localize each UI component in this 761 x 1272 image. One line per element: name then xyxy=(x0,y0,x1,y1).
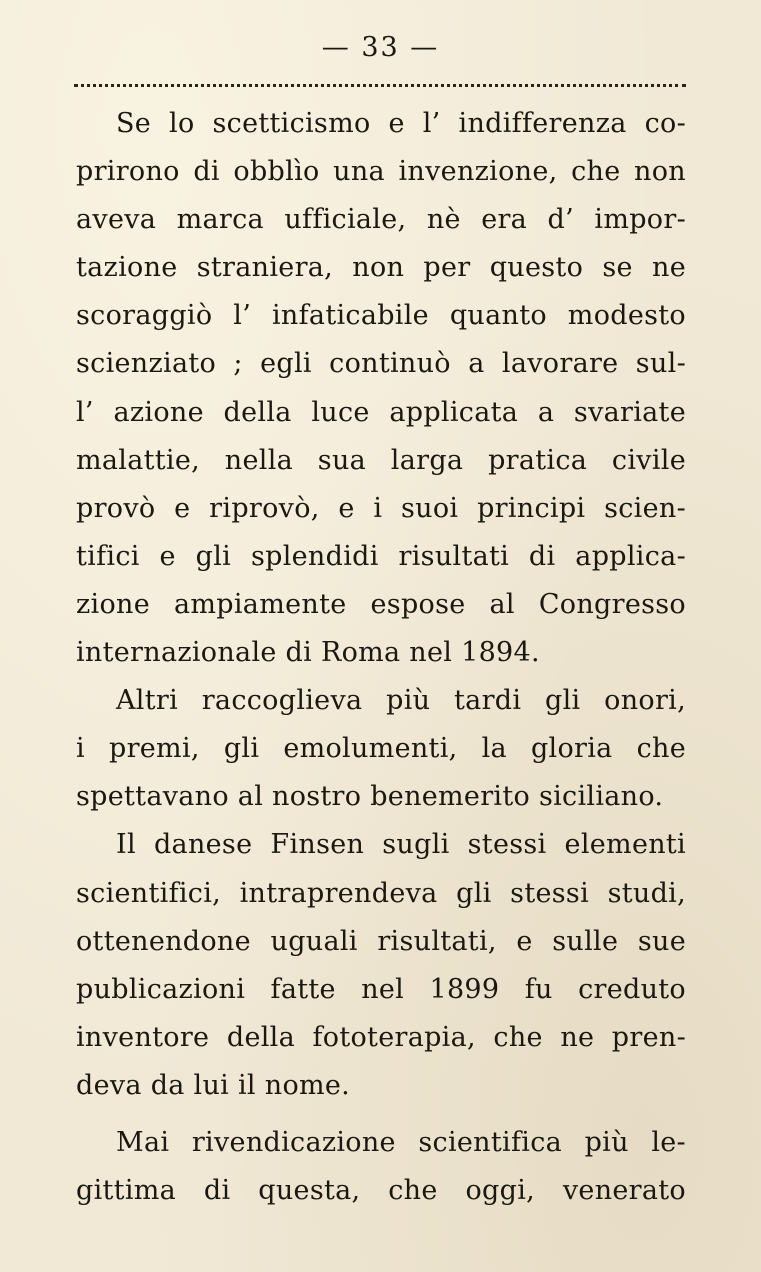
text-line: Mai rivendicazione scientifica più le- xyxy=(116,1126,686,1158)
header-dotted-rule xyxy=(74,84,686,87)
text-line: Il danese Finsen sugli stessi elementi xyxy=(116,829,686,861)
text-line: scienziato ; egli continuò a lavorare sul- xyxy=(76,348,686,380)
text-line: scoraggiò l’ infaticabile quanto modesto xyxy=(76,300,686,332)
text-line: l’ azione della luce applicata a svariate xyxy=(76,396,686,428)
text-line: malattie, nella sua larga pratica civile xyxy=(76,444,686,476)
text-line: deva da lui il nome. xyxy=(76,1069,351,1101)
text-line: spettavano al nostro benemerito siciliano. xyxy=(76,781,664,813)
text-line: aveva marca ufficiale, nè era d’ impor- xyxy=(76,204,686,236)
text-line: zione ampiamente espose al Congresso xyxy=(76,588,686,620)
text-line: gittima di questa, che oggi, venerato xyxy=(76,1175,686,1207)
text-line: Se lo scetticismo e l’ indifferenza co- xyxy=(116,108,686,139)
text-line: i premi, gli emolumenti, la gloria che xyxy=(76,733,686,765)
text-line: publicazioni fatte nel 1899 fu creduto xyxy=(76,973,686,1005)
text-line: internazionale di Roma nel 1894. xyxy=(76,637,540,669)
text-line: provò e riprovò, e i suoi principi scien- xyxy=(76,492,686,524)
page-number: — 33 — xyxy=(321,32,440,63)
paragraph-3 xyxy=(76,821,686,1110)
text-line: tazione straniera, non per questo se ne xyxy=(76,252,686,284)
paragraph-2 xyxy=(76,677,686,821)
text-line: prirono di obblìo una invenzione, che non xyxy=(76,156,686,188)
text-line: Altri raccoglieva più tardi gli onori, xyxy=(116,685,686,717)
text-line: ottenendone uguali risultati, e sulle sue xyxy=(76,925,686,957)
body-text xyxy=(76,100,686,1215)
paragraph-4 xyxy=(76,1119,686,1215)
text-line: tifici e gli splendidi risultati di applica- xyxy=(76,540,686,572)
text-line: inventore della fototerapia, che ne pren- xyxy=(76,1021,686,1053)
text-line: scientifici, intraprendeva gli stessi studi, xyxy=(76,877,686,909)
paragraph-1 xyxy=(76,100,686,677)
